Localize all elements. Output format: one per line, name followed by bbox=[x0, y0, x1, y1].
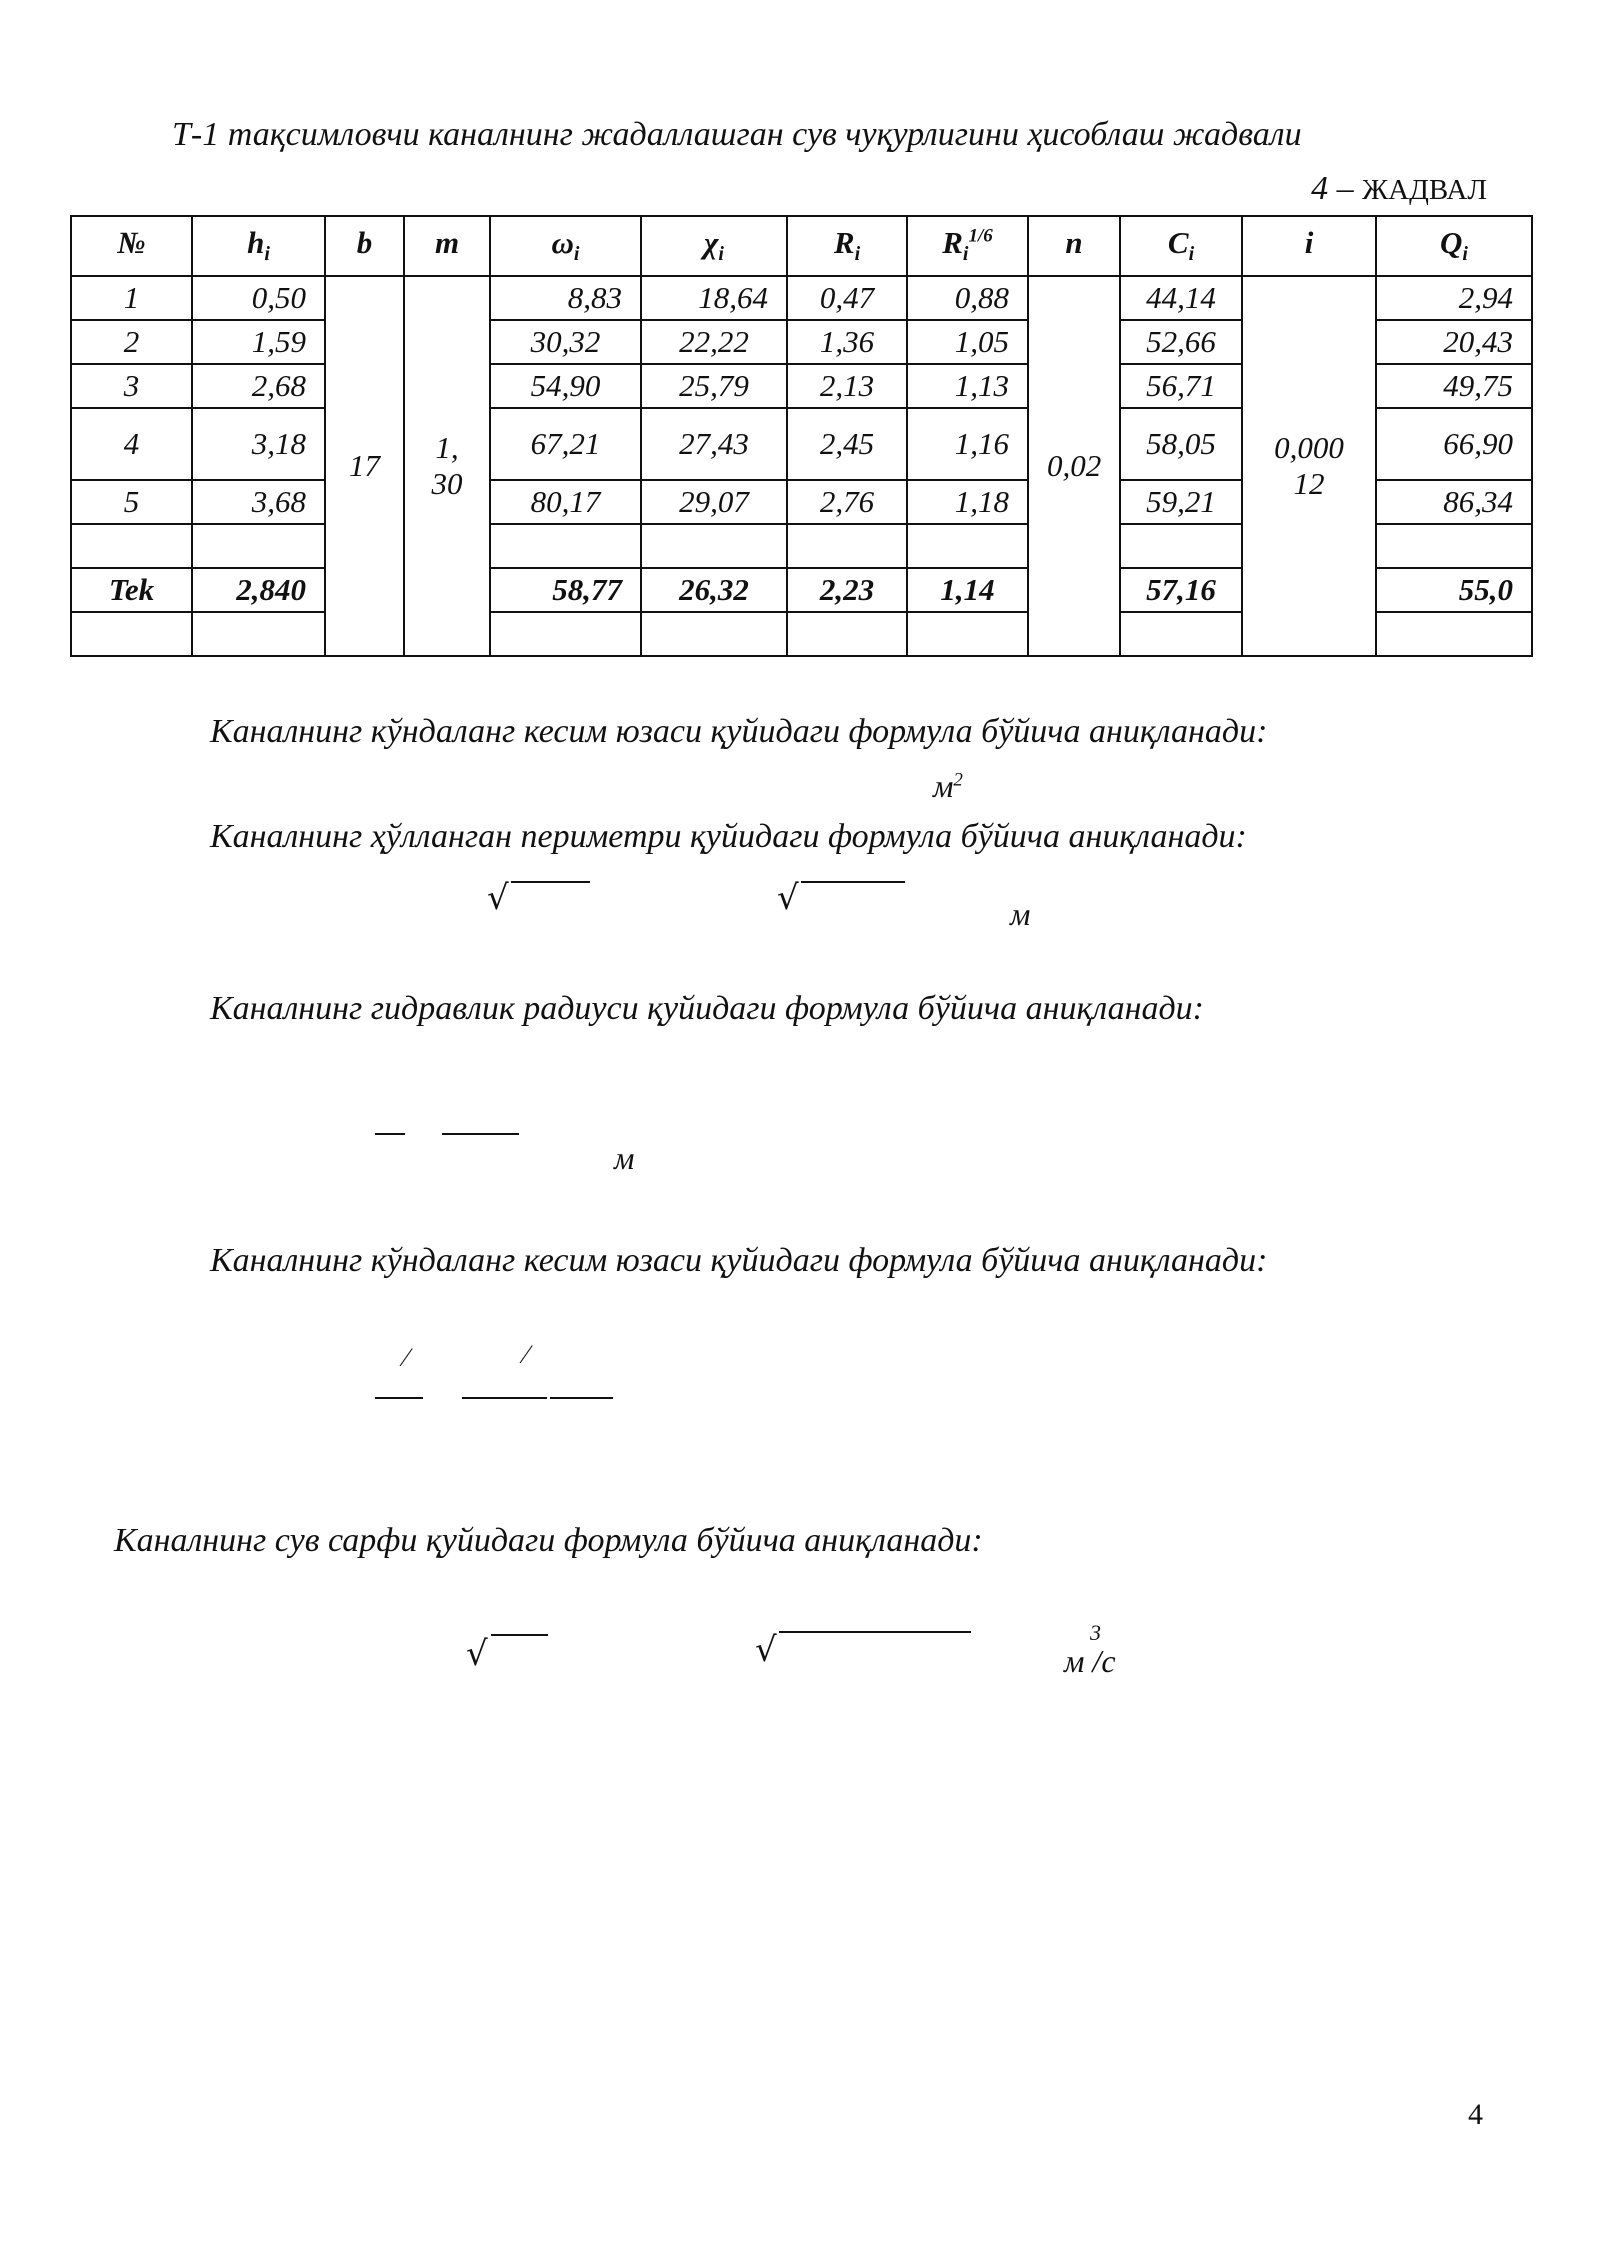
cell-R: 0,47 bbox=[787, 276, 907, 320]
cell-C: 56,71 bbox=[1120, 364, 1242, 408]
column-header-subscript: i bbox=[573, 243, 580, 266]
table-label-number: 4 bbox=[1311, 170, 1329, 207]
cell-C: 44,14 bbox=[1120, 276, 1242, 320]
b-value: 17 bbox=[349, 448, 380, 483]
cell-empty bbox=[71, 612, 192, 656]
column-header bbox=[192, 216, 325, 276]
cell-Q: 2,94 bbox=[1376, 276, 1532, 320]
fraction-bar bbox=[550, 1397, 613, 1399]
cell-no: 3 bbox=[71, 364, 192, 408]
column-header-symbol: b bbox=[356, 225, 373, 261]
unit-flow-sup: 3 bbox=[1090, 1620, 1101, 1645]
calculation-table bbox=[70, 215, 1533, 657]
m-value-line2: 30 bbox=[431, 466, 463, 501]
unit-area-base: м bbox=[933, 768, 954, 804]
cell-no: Tek bbox=[71, 568, 192, 612]
cell-i-merged bbox=[1242, 276, 1376, 656]
radical-icon: √ bbox=[466, 1634, 488, 1674]
radical-bar bbox=[801, 881, 905, 883]
fraction-bar bbox=[442, 1133, 519, 1135]
column-header-symbol: χ bbox=[704, 225, 719, 261]
paragraph-discharge: Каналнинг сув сарфи қуйидаги формула бўйича аниқланади: bbox=[114, 1522, 983, 1559]
column-header-subscript: i bbox=[718, 243, 724, 266]
cell-C: 57,16 bbox=[1120, 568, 1242, 612]
cell-h: 1,59 bbox=[192, 320, 325, 364]
cell-R16: 1,14 bbox=[907, 568, 1028, 612]
cell-empty bbox=[490, 612, 641, 656]
cell-no: 4 bbox=[71, 408, 192, 480]
cell-omega: 67,21 bbox=[490, 408, 641, 480]
cell-R16: 1,05 bbox=[907, 320, 1028, 364]
cell-omega: 80,17 bbox=[490, 480, 641, 524]
fraction-bar bbox=[375, 1397, 423, 1399]
slash-icon: ⁄ bbox=[524, 1340, 529, 1369]
cell-R: 2,23 bbox=[787, 568, 907, 612]
column-header-symbol: m bbox=[434, 225, 460, 261]
column-header-subscript: i bbox=[854, 243, 861, 266]
column-header bbox=[1376, 216, 1532, 276]
cell-empty bbox=[1376, 612, 1532, 656]
fraction-bar bbox=[375, 1133, 405, 1135]
table-row bbox=[71, 276, 1532, 320]
cell-chi: 22,22 bbox=[641, 320, 787, 364]
column-header-symbol: ω bbox=[551, 225, 574, 261]
paragraph-perimeter: Каналнинг ҳўлланган периметри қуйидаги формула бўйича аниқланади: bbox=[210, 818, 1247, 855]
column-header-subscript: i bbox=[1462, 243, 1468, 266]
radical-icon: √ bbox=[777, 878, 799, 918]
cell-empty bbox=[787, 612, 907, 656]
cell-empty bbox=[641, 524, 787, 568]
cell-R16: 1,13 bbox=[907, 364, 1028, 408]
unit-flow-rest: /с bbox=[1092, 1643, 1116, 1679]
cell-m-merged bbox=[404, 276, 490, 656]
cell-empty bbox=[1376, 524, 1532, 568]
column-header-symbol: R bbox=[942, 225, 963, 261]
column-header-symbol: R bbox=[833, 225, 855, 261]
cell-b-merged bbox=[325, 276, 404, 656]
cell-no: 1 bbox=[71, 276, 192, 320]
column-header bbox=[71, 216, 192, 276]
cell-R16: 0,88 bbox=[907, 276, 1028, 320]
cell-empty bbox=[1120, 612, 1242, 656]
column-header bbox=[490, 216, 641, 276]
column-header-symbol: № bbox=[117, 225, 146, 261]
cell-chi: 18,64 bbox=[641, 276, 787, 320]
cell-empty bbox=[787, 524, 907, 568]
column-header-symbol: h bbox=[247, 225, 265, 261]
cell-omega: 8,83 bbox=[490, 276, 641, 320]
fraction-bar bbox=[462, 1397, 547, 1399]
column-header bbox=[1120, 216, 1242, 276]
slash-icon: ⁄ bbox=[404, 1343, 409, 1372]
radical-icon: √ bbox=[487, 878, 509, 918]
cell-empty bbox=[192, 612, 325, 656]
cell-empty bbox=[641, 612, 787, 656]
cell-chi: 27,43 bbox=[641, 408, 787, 480]
cell-R: 2,76 bbox=[787, 480, 907, 524]
cell-R16: 1,18 bbox=[907, 480, 1028, 524]
n-value: 0,02 bbox=[1047, 448, 1102, 483]
cell-Q: 86,34 bbox=[1376, 480, 1532, 524]
cell-h: 3,18 bbox=[192, 408, 325, 480]
cell-h: 3,68 bbox=[192, 480, 325, 524]
table-label-word: ЖАДВАЛ bbox=[1362, 174, 1487, 206]
column-header-subscript: i bbox=[264, 243, 270, 266]
i-value-line2: 12 bbox=[1293, 466, 1325, 501]
column-header bbox=[1028, 216, 1120, 276]
cell-empty bbox=[1120, 524, 1242, 568]
cell-Q: 55,0 bbox=[1376, 568, 1532, 612]
column-header bbox=[325, 216, 404, 276]
column-header bbox=[641, 216, 787, 276]
unit-length: м bbox=[614, 1140, 635, 1176]
cell-C: 59,21 bbox=[1120, 480, 1242, 524]
cell-R: 2,45 bbox=[787, 408, 907, 480]
table-title: Т-1 тақсимловчи каналнинг жадаллашган сув чуқурлигини ҳисоблаш жадвали bbox=[172, 116, 1302, 153]
table-label bbox=[1311, 170, 1487, 208]
column-header-symbol: Q bbox=[1440, 225, 1463, 261]
unit-length: м bbox=[1010, 896, 1031, 932]
column-header bbox=[787, 216, 907, 276]
column-header-subscript: i bbox=[1188, 243, 1195, 266]
cell-Q: 49,75 bbox=[1376, 364, 1532, 408]
paragraph-area: Каналнинг кўндаланг кесим юзаси қуйидаги формула бўйича аниқланади: bbox=[210, 713, 1268, 750]
m-value-line1: 1, bbox=[435, 430, 459, 465]
page-number: 4 bbox=[1468, 2098, 1483, 2131]
cell-omega: 30,32 bbox=[490, 320, 641, 364]
cell-chi: 29,07 bbox=[641, 480, 787, 524]
radical-bar bbox=[511, 881, 590, 883]
column-header-symbol: n bbox=[1065, 225, 1083, 261]
column-header-subscript: i bbox=[962, 243, 969, 266]
cell-C: 58,05 bbox=[1120, 408, 1242, 480]
column-header-symbol: i bbox=[1304, 225, 1314, 261]
column-header bbox=[1242, 216, 1376, 276]
i-value-line1: 0,000 bbox=[1274, 430, 1344, 465]
column-header-superscript: 1/6 bbox=[968, 226, 993, 248]
column-header bbox=[907, 216, 1028, 276]
cell-empty bbox=[490, 524, 641, 568]
radical-bar bbox=[491, 1634, 548, 1636]
cell-R16: 1,16 bbox=[907, 408, 1028, 480]
unit-flow bbox=[1064, 1643, 1116, 1680]
radical-icon: √ bbox=[755, 1630, 777, 1670]
cell-n-merged bbox=[1028, 276, 1120, 656]
radical-bar bbox=[779, 1631, 971, 1633]
cell-h: 2,68 bbox=[192, 364, 325, 408]
cell-empty bbox=[71, 524, 192, 568]
cell-omega: 58,77 bbox=[490, 568, 641, 612]
cell-no: 5 bbox=[71, 480, 192, 524]
cell-empty bbox=[907, 524, 1028, 568]
table-header-row bbox=[71, 216, 1532, 276]
paragraph-radius: Каналнинг гидравлик радиуси қуйидаги формула бўйича аниқланади: bbox=[210, 990, 1204, 1027]
cell-no: 2 bbox=[71, 320, 192, 364]
cell-C: 52,66 bbox=[1120, 320, 1242, 364]
cell-chi: 25,79 bbox=[641, 364, 787, 408]
column-header-symbol: C bbox=[1167, 225, 1189, 261]
table-label-dash: – bbox=[1336, 170, 1354, 207]
cell-R: 1,36 bbox=[787, 320, 907, 364]
cell-h: 2,840 bbox=[192, 568, 325, 612]
cell-chi: 26,32 bbox=[641, 568, 787, 612]
cell-omega: 54,90 bbox=[490, 364, 641, 408]
unit-area bbox=[933, 768, 963, 805]
unit-area-sup: 2 bbox=[953, 769, 963, 791]
cell-h: 0,50 bbox=[192, 276, 325, 320]
cell-empty bbox=[907, 612, 1028, 656]
unit-flow-base: м bbox=[1064, 1643, 1085, 1679]
cell-empty bbox=[192, 524, 325, 568]
cell-Q: 20,43 bbox=[1376, 320, 1532, 364]
column-header bbox=[404, 216, 490, 276]
paragraph-coefficient: Каналнинг кўндаланг кесим юзаси қуйидаги формула бўйича аниқланади: bbox=[210, 1242, 1268, 1279]
cell-Q: 66,90 bbox=[1376, 408, 1532, 480]
cell-R: 2,13 bbox=[787, 364, 907, 408]
